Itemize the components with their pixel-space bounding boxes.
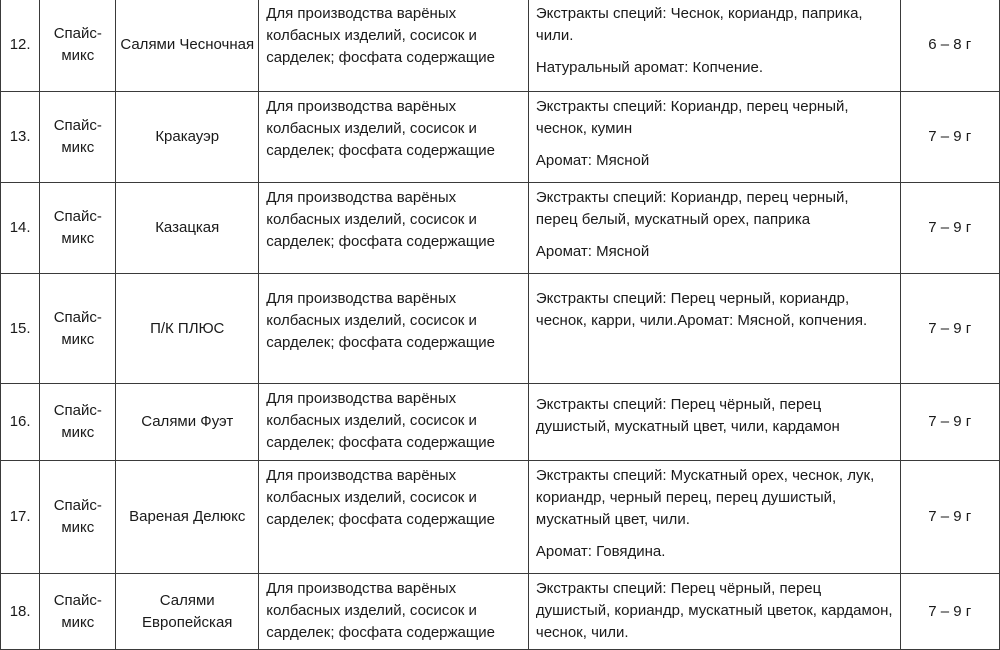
product-composition bbox=[528, 183, 900, 274]
product-type: Спайс-микс bbox=[40, 274, 116, 384]
row-number: 16. bbox=[1, 384, 40, 461]
product-composition bbox=[528, 574, 900, 650]
product-usage: Для производства варёных колбасных изделий, сосисок и сарделек; фосфата содержащие bbox=[259, 0, 529, 92]
product-usage: Для производства варёных колбасных изделий, сосисок и сарделек; фосфата содержащие bbox=[259, 384, 529, 461]
product-usage: Для производства варёных колбасных изделий, сосисок и сарделек; фосфата содержащие bbox=[259, 183, 529, 274]
table-row bbox=[1, 92, 1000, 183]
composition-extracts: Экстракты специй: Кориандр, перец черный, чеснок, кумин bbox=[535, 98, 849, 137]
product-type: Спайс-микс bbox=[40, 92, 116, 183]
composition-aroma: Натуральный аромат: Копчение. bbox=[535, 59, 764, 76]
composition-extracts: Экстракты специй: Кориандр, перец черный, перец белый, мускатный орех, паприка bbox=[535, 189, 849, 228]
product-type: Спайс-микс bbox=[40, 384, 116, 461]
product-name: Салями Фуэт bbox=[116, 384, 259, 461]
product-composition bbox=[528, 461, 900, 574]
table-row bbox=[1, 183, 1000, 274]
product-name: Кракауэр bbox=[116, 92, 259, 183]
product-dose: 7 – 9 г bbox=[900, 92, 999, 183]
row-number: 12. bbox=[1, 0, 40, 92]
product-composition bbox=[528, 92, 900, 183]
product-composition bbox=[528, 384, 900, 461]
composition-extracts: Экстракты специй: Перец чёрный, перец душистый, кориандр, мускатный цветок, кардамон, чеснок, чили. bbox=[535, 580, 893, 641]
composition-aroma: Аромат: Мясной bbox=[535, 243, 650, 260]
product-dose: 7 – 9 г bbox=[900, 461, 999, 574]
product-dose: 7 – 9 г bbox=[900, 183, 999, 274]
table-row bbox=[1, 574, 1000, 650]
product-usage: Для производства варёных колбасных изделий, сосисок и сарделек; фосфата содержащие bbox=[259, 274, 529, 384]
composition-extracts: Экстракты специй: Перец чёрный, перец душистый, мускатный цвет, чили, кардамон bbox=[535, 396, 840, 435]
composition-extracts: Экстракты специй: Мускатный орех, чеснок, лук, кориандр, черный перец, перец душистый, мускатный цвет, чили. bbox=[535, 467, 875, 528]
table-row bbox=[1, 461, 1000, 574]
product-dose: 6 – 8 г bbox=[900, 0, 999, 92]
row-number: 18. bbox=[1, 574, 40, 650]
row-number: 15. bbox=[1, 274, 40, 384]
composition-aroma: Аромат: Говядина. bbox=[535, 543, 666, 560]
row-number: 13. bbox=[1, 92, 40, 183]
product-dose: 7 – 9 г bbox=[900, 384, 999, 461]
product-name: Салями Европейская bbox=[116, 574, 259, 650]
composition-extracts: Экстракты специй: Перец черный, кориандр, чеснок, карри, чили.Аромат: Мясной, копчения. bbox=[535, 290, 868, 329]
product-type: Спайс-микс bbox=[40, 461, 116, 574]
product-name: Салями Чесночная bbox=[116, 0, 259, 92]
product-dose: 7 – 9 г bbox=[900, 574, 999, 650]
row-number: 14. bbox=[1, 183, 40, 274]
product-name: П/К ПЛЮС bbox=[116, 274, 259, 384]
product-usage: Для производства варёных колбасных изделий, сосисок и сарделек; фосфата содержащие bbox=[259, 92, 529, 183]
product-type: Спайс-микс bbox=[40, 0, 116, 92]
table-row bbox=[1, 274, 1000, 384]
product-usage: Для производства варёных колбасных изделий, сосисок и сарделек; фосфата содержащие bbox=[259, 574, 529, 650]
table-row bbox=[1, 384, 1000, 461]
product-usage: Для производства варёных колбасных изделий, сосисок и сарделек; фосфата содержащие bbox=[259, 461, 529, 574]
product-composition bbox=[528, 0, 900, 92]
composition-extracts: Экстракты специй: Чеснок, кориандр, паприка, чили. bbox=[535, 5, 863, 44]
product-type: Спайс-микс bbox=[40, 574, 116, 650]
row-number: 17. bbox=[1, 461, 40, 574]
product-dose: 7 – 9 г bbox=[900, 274, 999, 384]
product-name: Вареная Делюкс bbox=[116, 461, 259, 574]
table-row bbox=[1, 0, 1000, 92]
product-type: Спайс-микс bbox=[40, 183, 116, 274]
product-composition bbox=[528, 274, 900, 384]
composition-aroma: Аромат: Мясной bbox=[535, 152, 650, 169]
product-name: Казацкая bbox=[116, 183, 259, 274]
